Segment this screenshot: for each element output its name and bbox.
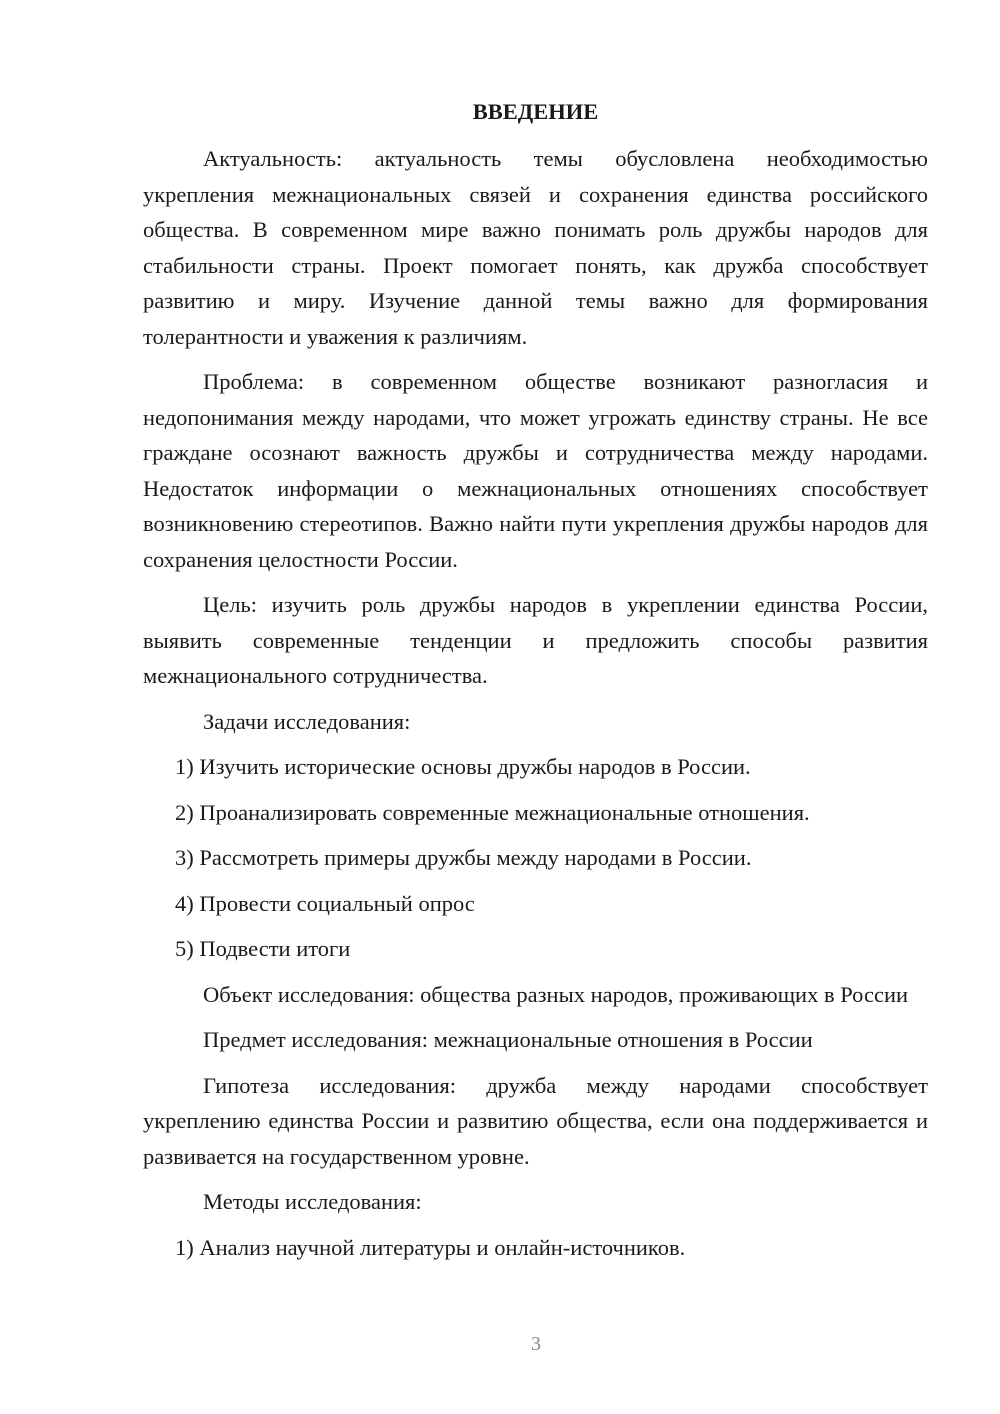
tasks-heading: Задачи исследования: [203, 708, 411, 734]
paragraph-hypothesis: Гипотеза исследования: дружба между народами способствует укреплению единства России и развитию общества, если она поддерживается и развивается на государственном уровне. [143, 1072, 928, 1169]
paragraph-relevance: Актуальность: актуальность темы обусловлена необходимостью укрепления межнациональных связей и сохранения единства российского общества. В современном мире важно понимать роль дружбы народов для стабильности страны. Проект помогает понять, как дружба способствует развитию и миру. Изучение данной темы важно для формирования толерантности и уважения к различиям. [143, 146, 928, 349]
methods-heading: Методы исследования: [203, 1189, 422, 1214]
paragraph-problem: Проблема: в современном обществе возникают разногласия и недопонимания между народами, что может угрожать единству страны. Не все граждане осознают важность дружбы и сотрудничества между народами. Недостаток информации о межнациональных отношениях способствует возникновению стереотипов. Важно найти пути укрепления дружбы народов для сохранения целостности России. [143, 369, 928, 572]
paragraph-goal: Цель: изучить роль дружбы народов в укреплении единства России, выявить современные тенденции и предложить способы развития межнационального сотрудничества. [143, 592, 928, 688]
section-title: ВВЕДЕНИЕ [472, 99, 599, 124]
document-page [143, 94, 928, 1275]
paragraph-object: Объект исследования: общества разных народов, проживающих в России [203, 981, 909, 1007]
task-item: 3) Рассмотреть примеры дружбы между народами в России. [175, 845, 752, 870]
task-item: 5) Подвести итоги [175, 936, 351, 961]
task-item: 1) Изучить исторические основы дружбы народов в России. [175, 754, 751, 779]
task-item: 4) Провести социальный опрос [175, 890, 475, 916]
paragraph-subject: Предмет исследования: межнациональные отношения в России [203, 1027, 813, 1052]
method-item: 1) Анализ научной литературы и онлайн-источников. [175, 1234, 686, 1260]
task-item: 2) Проанализировать современные межнациональные отношения. [175, 799, 810, 825]
page-number: 3 [531, 1333, 541, 1355]
